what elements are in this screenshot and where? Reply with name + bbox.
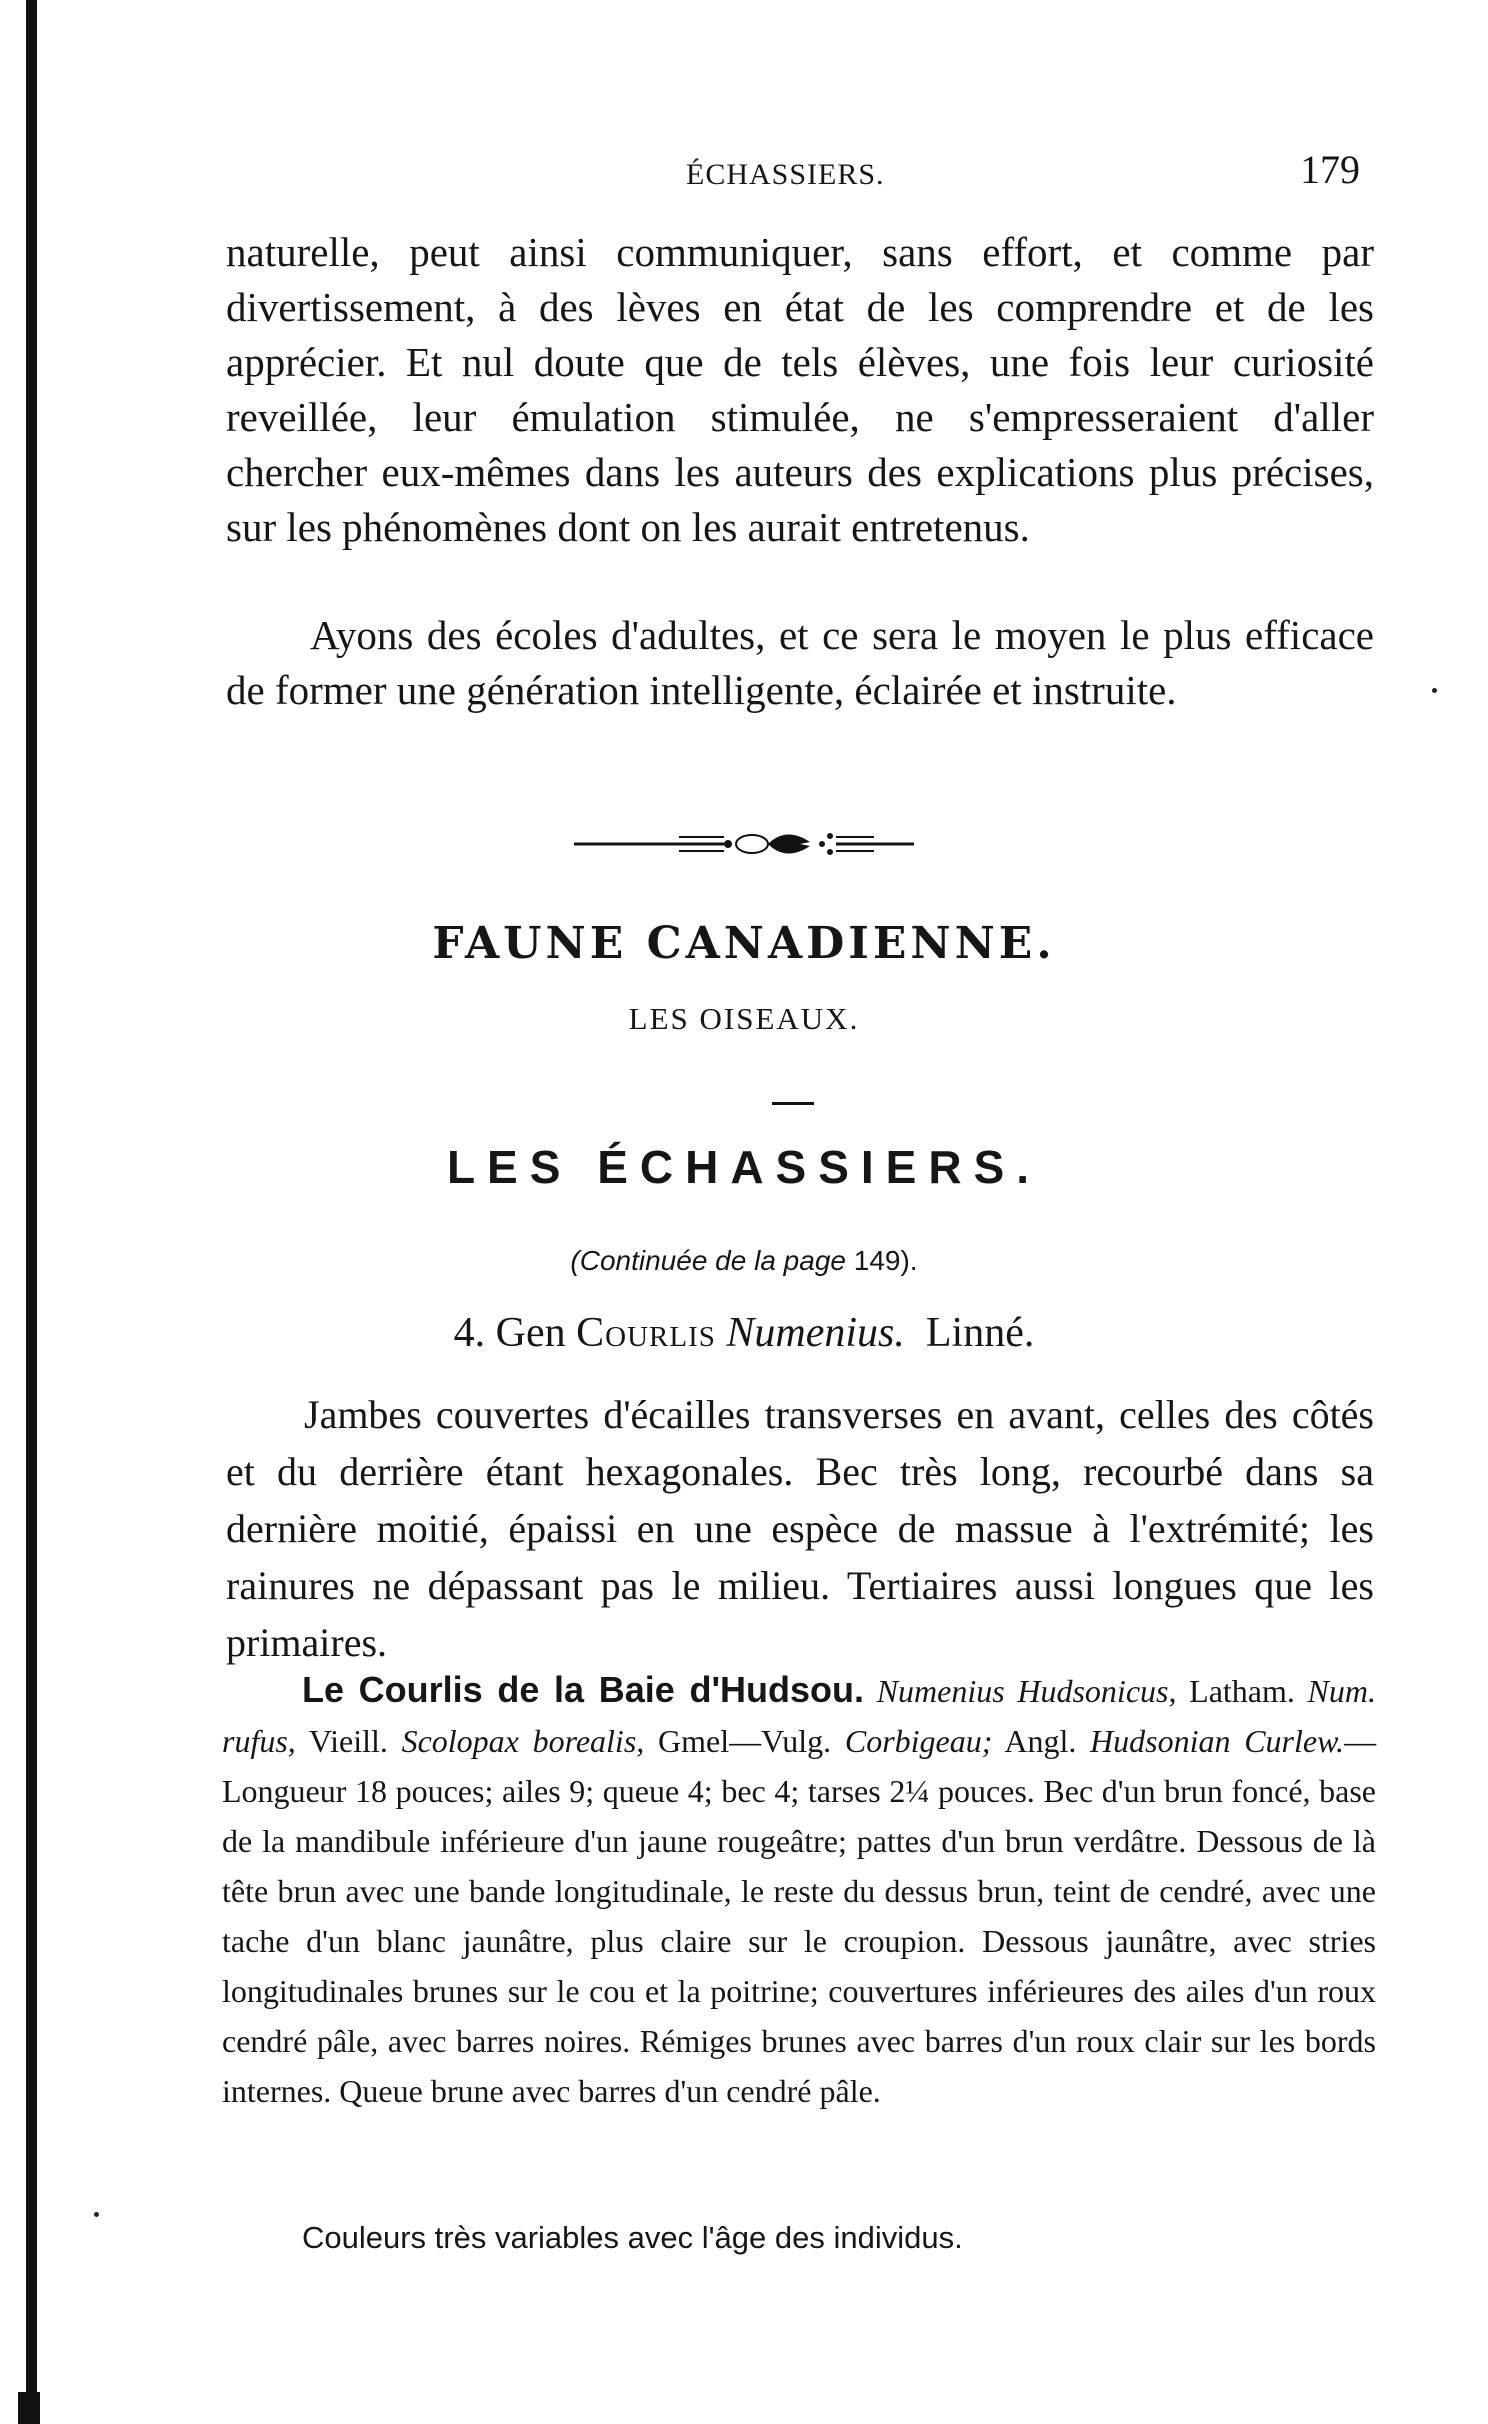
paragraph-intro: naturelle, peut ainsi communiquer, sans effort, et comme par divertissement, à des lèves en état de les comprendre et de les apprécier. Et nul doute que de tels élèves, une fois leur curiosité reveillée, leur émulation stimulée, ne s'empresseraient d'aller chercher eux-mêmes dans les auteurs des explications plus précises, sur les phénomènes dont on les aurait entretenus. bbox=[226, 229, 1374, 550]
species-author-3: Gmel—Vulg. bbox=[657, 1723, 832, 1759]
page-edge-rule-foot bbox=[18, 2392, 40, 2424]
page-number: 179 bbox=[1300, 147, 1360, 192]
short-dash-divider bbox=[772, 1102, 814, 1105]
species-description: —Longueur 18 pouces; ailes 9; queue 4; bec 4; tarses 2¼ pouces. Bec d'un brun foncé, base de la mandibule inférieure d'un jaune rougeâtre; pattes d'un brun verdâtre. Dessous de là tête brun avec une bande longitudinale, le reste du dessus brun, teint de cendré, avec une tache d'un blanc jaunâtre, plus claire sur le croupion. Dessous jaunâtre, avec stries longitudinales brunes sur le cou et la poitrine; couvertures inférieures des ailes d'un roux cendré pâle, avec barres noires. Rémiges brunes avec barres d'un roux clair sur les bords internes. Queue brune avec barres d'un cendré pâle. bbox=[222, 1723, 1377, 2109]
running-head: ÉCHASSIERS. bbox=[686, 158, 885, 191]
species-latin: Numenius Hudsonicus, bbox=[876, 1673, 1177, 1709]
section-title: FAUNE CANADIENNE. bbox=[432, 918, 1056, 969]
species-author-1: Latham. bbox=[1189, 1673, 1295, 1709]
chapter-title: LES ÉCHASSIERS. bbox=[446, 1141, 1042, 1193]
continuation-prefix: (Continuée de la page bbox=[570, 1245, 846, 1276]
english-label: Angl. bbox=[1004, 1723, 1077, 1759]
species-entry bbox=[222, 1665, 1376, 2116]
genus-number: 4. Gen bbox=[453, 1310, 566, 1356]
ornament-divider-icon bbox=[574, 822, 914, 866]
section-subtitle: LES OISEAUX. bbox=[628, 1001, 860, 1036]
page-edge-rule bbox=[26, 0, 37, 2424]
continuation-page: 149 bbox=[853, 1245, 901, 1276]
species-name: Le Courlis de la Baie d'Hudsou. bbox=[302, 1669, 865, 1710]
genus-name: Courlis bbox=[576, 1310, 716, 1356]
species-author-2: Vieill. bbox=[308, 1723, 388, 1759]
genus-heading bbox=[0, 1309, 1488, 1357]
closing-remark: Couleurs très variables avec l'âge des individus. bbox=[302, 2220, 963, 2255]
genus-latin: Numenius. bbox=[726, 1310, 905, 1356]
species-vulgar-name: Corbigeau; bbox=[844, 1723, 993, 1759]
genus-description: Jambes couvertes d'écailles transverses en avant, celles des côtés et du derrière étant hexagonales. Bec très long, recourbé dans sa dernière moitié, épaissi en une espèce de massue à l'extrémité; les rainures ne dépassant pas le milieu. Tertiaires aussi longues que les primaires. bbox=[226, 1392, 1374, 1665]
species-english-name: Hudsonian Curlew. bbox=[1090, 1723, 1345, 1759]
genus-author: Linné. bbox=[925, 1310, 1035, 1356]
species-synonym-2: Scolopax borealis, bbox=[401, 1723, 645, 1759]
paragraph-adult-schools: Ayons des écoles d'adultes, et ce sera le moyen le plus efficace de former une génération intelligente, éclairée et instruite. bbox=[226, 612, 1374, 713]
continuation-suffix: ). bbox=[900, 1245, 918, 1276]
continuation-note bbox=[0, 1245, 1488, 1277]
species-synonym-1: Num. rufus, bbox=[222, 1673, 1376, 1759]
scan-speck bbox=[1432, 688, 1437, 693]
scan-speck bbox=[94, 2212, 99, 2217]
